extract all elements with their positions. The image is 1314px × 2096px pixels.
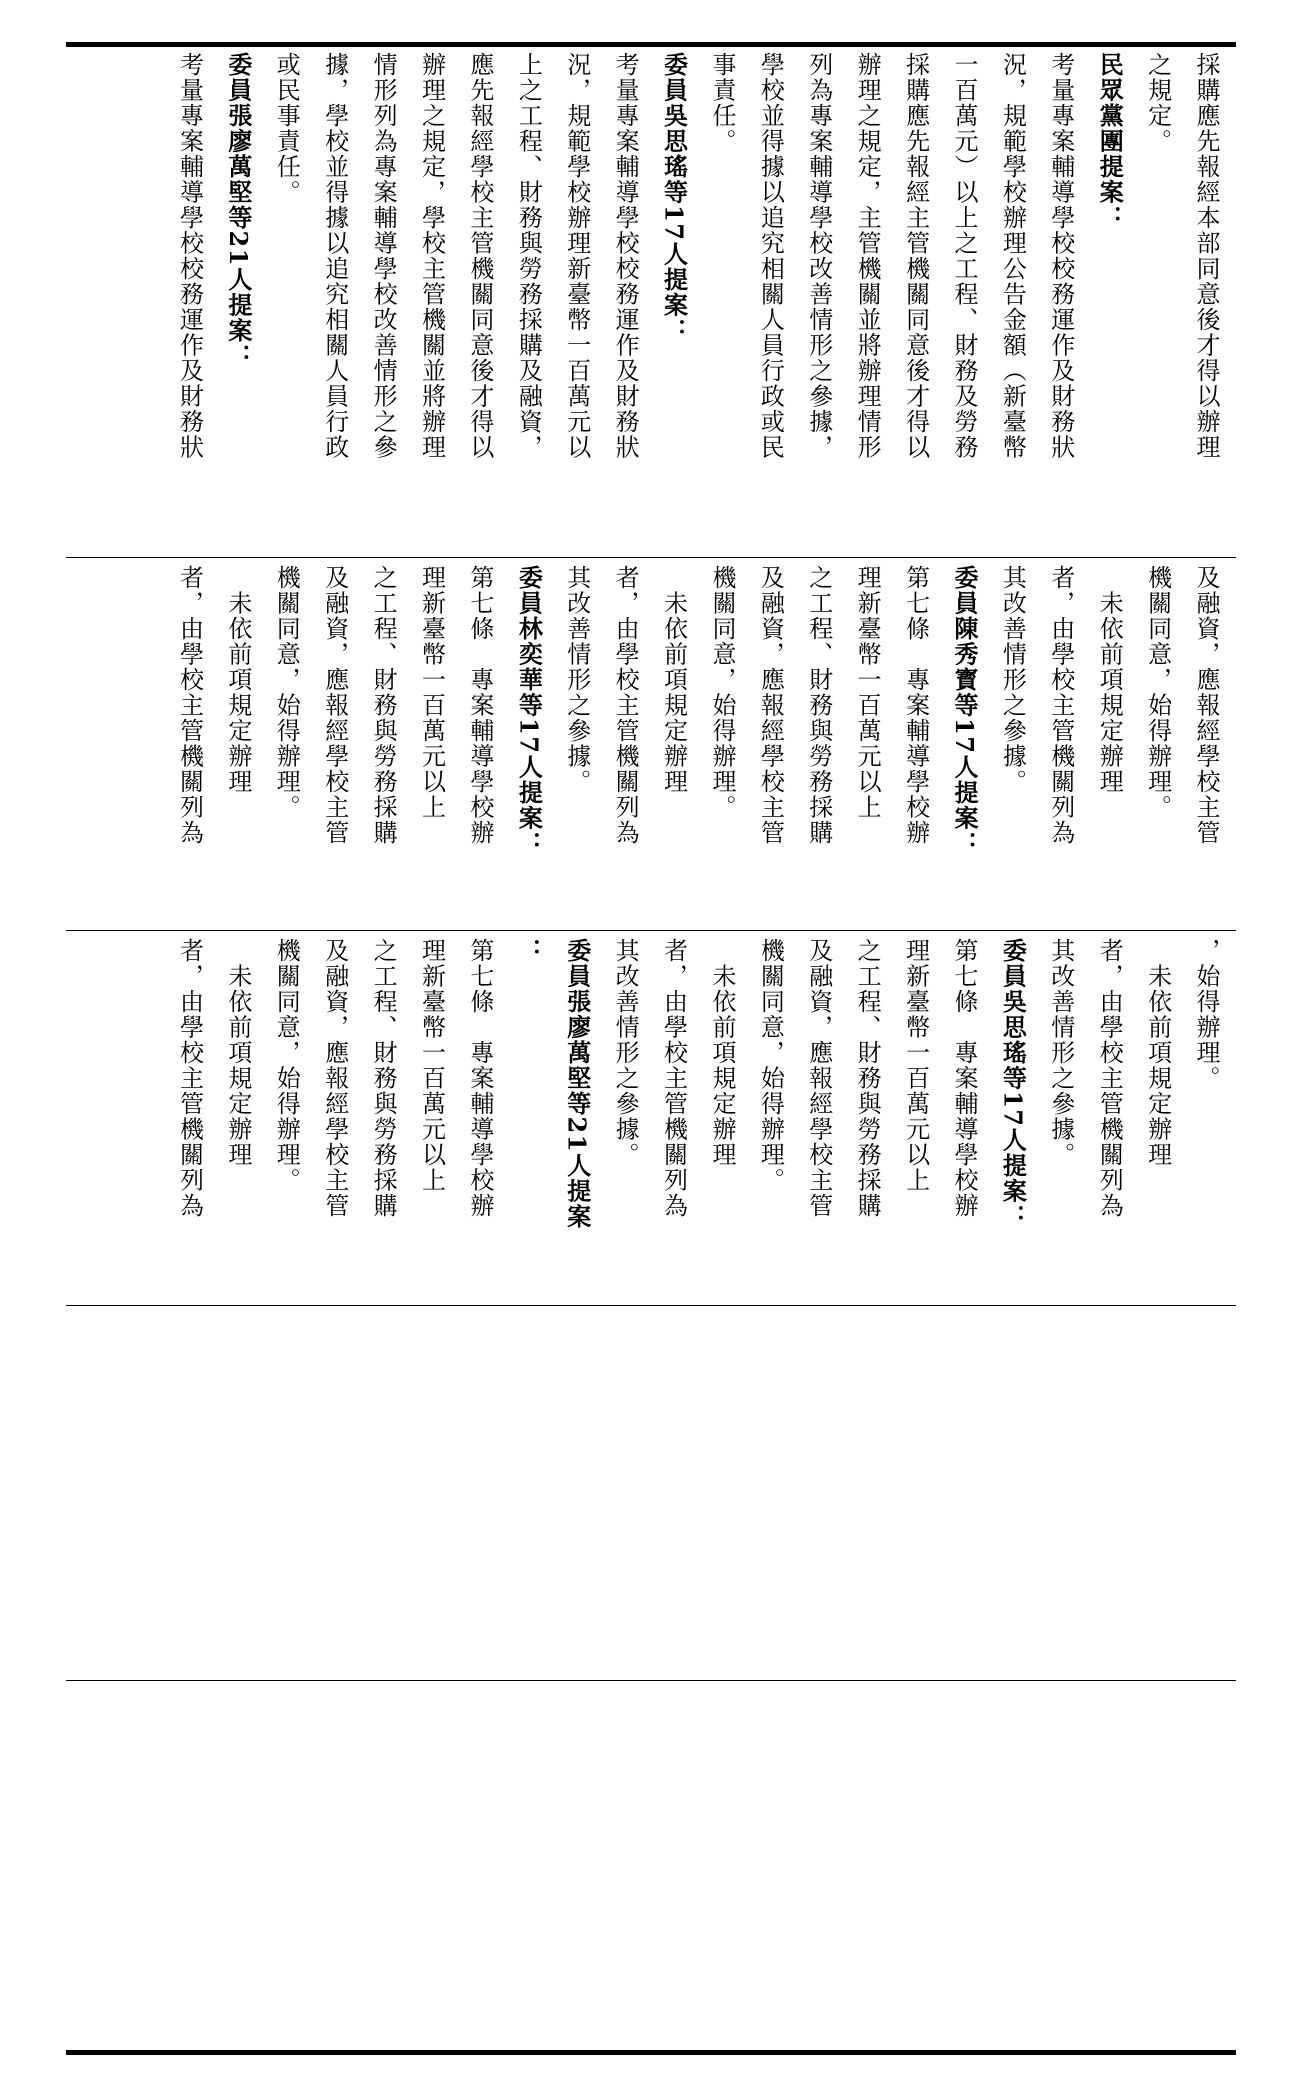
proposal-heading: 委員林奕華等17人提案： [514,565,544,857]
text-band-proposals-a [80,565,1230,925]
text-line: 第七條 專案輔導學校辦 [465,938,494,1219]
proposal-heading: 委員吳思瑤等17人提案： [659,52,689,344]
text-line: 其改善情形之參據。 [1046,938,1075,1168]
text-line: ，始得辦理。 [1192,938,1220,1091]
text-line: 辦理之規定，學校主管機關並將辦理 [417,52,446,460]
text-line: 況，規範學校辦理公告金額（新臺幣 [998,52,1027,460]
text-line: 者，由學校主管機關列為 [1046,565,1075,846]
text-line: 機關同意，始得辦理。 [272,938,301,1193]
band-divider-1 [66,557,1236,558]
text-line: 及融資，應報經學校主管 [320,938,349,1219]
text-line: 機關同意，始得辦理。 [756,938,785,1193]
text-line: 或民事責任。 [272,52,301,205]
text-line: 及融資，應報經學校主管 [1192,565,1220,846]
text-line: 學校並得據以追究相關人員行政或民 [756,52,785,460]
text-line: 事責任。 [707,52,736,154]
text-line: 據，學校並得據以追究相關人員行政 [320,52,349,460]
proposal-heading: ： [514,938,544,964]
text-line: 未依前項規定辦理 [707,938,736,1168]
text-line: 未依前項規定辦理 [1143,938,1172,1168]
text-line: 採購應先報經主管機關同意後才得以 [901,52,930,460]
band-divider-2 [66,930,1236,931]
text-line: 考量專案輔導學校校務運作及財務狀 [1046,52,1075,460]
text-line: 考量專案輔導學校校務運作及財務狀 [175,52,204,460]
text-line: 未依前項規定辦理 [1095,565,1124,795]
text-line: 採購應先報經本部同意後才得以辦理 [1192,52,1220,460]
text-line: 理新臺幣一百萬元以上 [901,938,930,1193]
text-line: 及融資，應報經學校主管 [804,938,833,1219]
proposal-heading: 委員張廖萬堅等21人提案： [223,52,253,369]
text-line: 者，由學校主管機關列為 [1095,938,1124,1219]
proposal-heading: 委員吳思瑤等17人提案： [998,938,1028,1230]
proposal-heading: 委員陳秀寳等17人提案： [949,565,979,857]
text-line: 及融資，應報經學校主管 [756,565,785,846]
text-line: 未依前項規定辦理 [223,565,252,795]
text-line: 者，由學校主管機關列為 [659,938,688,1219]
text-line: 第七條 專案輔導學校辦 [949,938,978,1219]
text-line: 未依前項規定辦理 [223,938,252,1168]
text-line: 其改善情形之參據。 [611,938,640,1168]
text-line: 之工程、財務與勞務採購 [804,565,833,846]
text-line: 及融資，應報經學校主管 [320,565,349,846]
band-divider-4 [66,1680,1236,1681]
bottom-rule [66,2050,1236,2055]
text-line: 應先報經學校主管機關同意後才得以 [465,52,494,460]
text-line: 理新臺幣一百萬元以上 [417,938,446,1193]
text-line: 情形列為專案輔導學校改善情形之參 [369,52,398,460]
top-rule [66,42,1236,47]
text-line: 之工程、財務與勞務採購 [369,565,398,846]
text-line: 第七條 專案輔導學校辦 [465,565,494,846]
text-line: 列為專案輔導學校改善情形之參據， [804,52,833,460]
text-line: 其改善情形之參據。 [998,565,1027,795]
text-line: 第七條 專案輔導學校辦 [901,565,930,846]
text-line: 理新臺幣一百萬元以上 [853,565,882,820]
text-line: 理新臺幣一百萬元以上 [417,565,446,820]
proposal-heading: 委員張廖萬堅等21人提案 [562,938,592,1230]
text-line: 之規定。 [1143,52,1172,154]
text-line: 者，由學校主管機關列為 [175,938,204,1219]
text-line: 未依前項規定辦理 [659,565,688,795]
text-line: 其改善情形之參據。 [562,565,591,795]
text-line: 辦理之規定，主管機關並將辦理情形 [853,52,882,460]
band-divider-3 [66,1305,1236,1306]
text-line: 之工程、財務與勞務採購 [369,938,398,1219]
text-line: 機關同意，始得辦理。 [272,565,301,820]
text-line: 況，規範學校辦理新臺幣一百萬元以 [562,52,591,460]
text-band-proposals-b [80,938,1230,1298]
text-line: 機關同意，始得辦理。 [707,565,736,820]
text-line: 者，由學校主管機關列為 [175,565,204,846]
text-line: 之工程、財務與勞務採購 [853,938,882,1219]
text-line: 機關同意，始得辦理。 [1143,565,1172,820]
text-band-current-provisions [80,52,1230,552]
text-line: 一百萬元）以上之工程、財務及勞務 [949,52,978,460]
proposal-heading: 民眾黨團提案： [1095,52,1125,231]
text-line: 者，由學校主管機關列為 [611,565,640,846]
text-line: 上之工程、財務與勞務採購及融資， [514,52,543,460]
text-line: 考量專案輔導學校校務運作及財務狀 [611,52,640,460]
